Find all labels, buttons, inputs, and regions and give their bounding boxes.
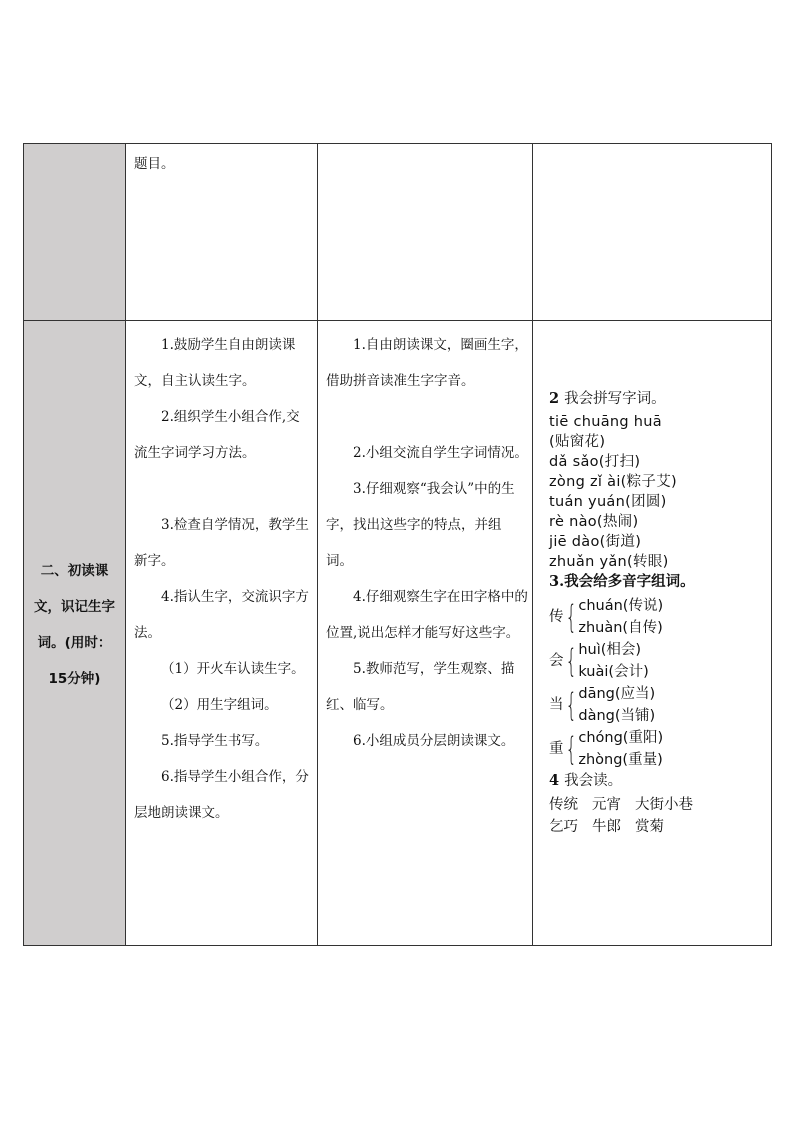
student-step-3: 3.仔细观察“我会认”中的生字，找出这些字的特点，并组词。 xyxy=(326,481,515,569)
polyphone-reading: huì(相会) xyxy=(578,642,642,658)
word: 赏菊 xyxy=(635,819,664,835)
pinyin-line: jiē dào(街道) xyxy=(549,534,642,550)
pinyin-line: tuán yuán(团圆) xyxy=(549,494,667,510)
pinyin-line: rè nào(热闹) xyxy=(549,514,639,530)
teacher-cell xyxy=(126,144,318,321)
polyphone-group xyxy=(549,727,767,771)
brace-icon: { xyxy=(565,730,577,768)
brace-icon: { xyxy=(565,598,577,636)
polyphone-reading: kuài(会计) xyxy=(578,664,649,680)
section-number: 3 xyxy=(549,573,560,590)
section-title: 我会拼写字词。 xyxy=(564,391,666,407)
polyphone-reading: zhuàn(自传) xyxy=(578,620,663,636)
polyphone-reading: zhòng(重量) xyxy=(578,752,663,768)
brace-icon: { xyxy=(565,642,577,680)
word-list xyxy=(549,794,767,816)
student-step-1: 1.自由朗读课文，圈画生字，借助拼音读准生字字音。 xyxy=(326,337,528,389)
section-2-heading xyxy=(549,389,767,409)
teacher-step-1: 1.鼓励学生自由朗读课文，自主认读生字。 xyxy=(134,337,296,389)
pinyin-line: tiē chuāng huā xyxy=(549,414,662,430)
teacher-step-4b: （2）用生字组词。 xyxy=(161,697,278,713)
phase-cell xyxy=(24,321,126,946)
word: 牛郎 xyxy=(592,819,621,835)
polyphone-char: 当 xyxy=(549,697,564,713)
word-list xyxy=(549,816,767,838)
pinyin-line: zhuǎn yǎn(转眼) xyxy=(549,554,669,570)
student-cell xyxy=(318,321,533,946)
teacher-step-5: 5.指导学生书写。 xyxy=(161,733,269,749)
polyphone-group xyxy=(549,639,767,683)
section-title: .我会给多音字组词。 xyxy=(559,573,695,590)
teacher-step-4: 4.指认生字，交流识字方法。 xyxy=(134,589,309,641)
section-4-heading xyxy=(549,771,767,791)
teacher-step-6: 6.指导学生小组合作，分层地朗读课文。 xyxy=(134,769,309,821)
polyphone-reading: dāng(应当) xyxy=(578,686,656,702)
polyphone-reading: chóng(重阳) xyxy=(578,730,664,746)
teacher-step-4a: （1）开火车认读生字。 xyxy=(161,661,305,677)
pinyin-line: (贴窗花) xyxy=(549,434,606,450)
student-step-2: 2.小组交流自学生字词情况。 xyxy=(353,445,528,461)
table-row xyxy=(24,144,772,321)
exercise-cell xyxy=(533,144,772,321)
teacher-step-2: 2.组织学生小组合作,交流生字词学习方法。 xyxy=(134,409,300,461)
word: 大街小巷 xyxy=(635,797,693,813)
student-cell xyxy=(318,144,533,321)
word: 传统 xyxy=(549,797,578,813)
student-step-5: 5.教师范写，学生观察、描红、临写。 xyxy=(326,661,515,713)
teacher-text: 题目。 xyxy=(134,156,175,172)
polyphone-reading: chuán(传说) xyxy=(578,598,664,614)
student-step-6: 6.小组成员分层朗读课文。 xyxy=(353,733,515,749)
polyphone-group xyxy=(549,683,767,727)
student-step-4: 4.仔细观察生字在田字格中的位置,说出怎样才能写好这些字。 xyxy=(326,589,528,641)
section-number: 4 xyxy=(549,772,560,789)
table-row xyxy=(24,321,772,946)
word: 元宵 xyxy=(592,797,621,813)
section-3-heading xyxy=(549,572,767,592)
polyphone-char: 会 xyxy=(549,653,564,669)
exercise-cell xyxy=(533,321,772,946)
polyphone-group xyxy=(549,595,767,639)
teacher-step-3: 3.检查自学情况，教学生新字。 xyxy=(134,517,309,569)
pinyin-line: zòng zǐ ài(粽子艾) xyxy=(549,474,677,490)
polyphone-char: 传 xyxy=(549,609,564,625)
polyphone-reading: dàng(当铺) xyxy=(578,708,656,724)
word: 乞巧 xyxy=(549,819,578,835)
lesson-plan-table xyxy=(23,143,772,946)
brace-icon: { xyxy=(565,686,577,724)
section-number: 2 xyxy=(549,390,560,407)
pinyin-line: dǎ sǎo(打扫) xyxy=(549,454,641,470)
phase-cell xyxy=(24,144,126,321)
phase-title: 二、初读课文，识记生字词。(用时：15分钟) xyxy=(34,563,115,687)
teacher-cell xyxy=(126,321,318,946)
section-title: 我会读。 xyxy=(564,773,623,789)
polyphone-char: 重 xyxy=(549,741,564,757)
